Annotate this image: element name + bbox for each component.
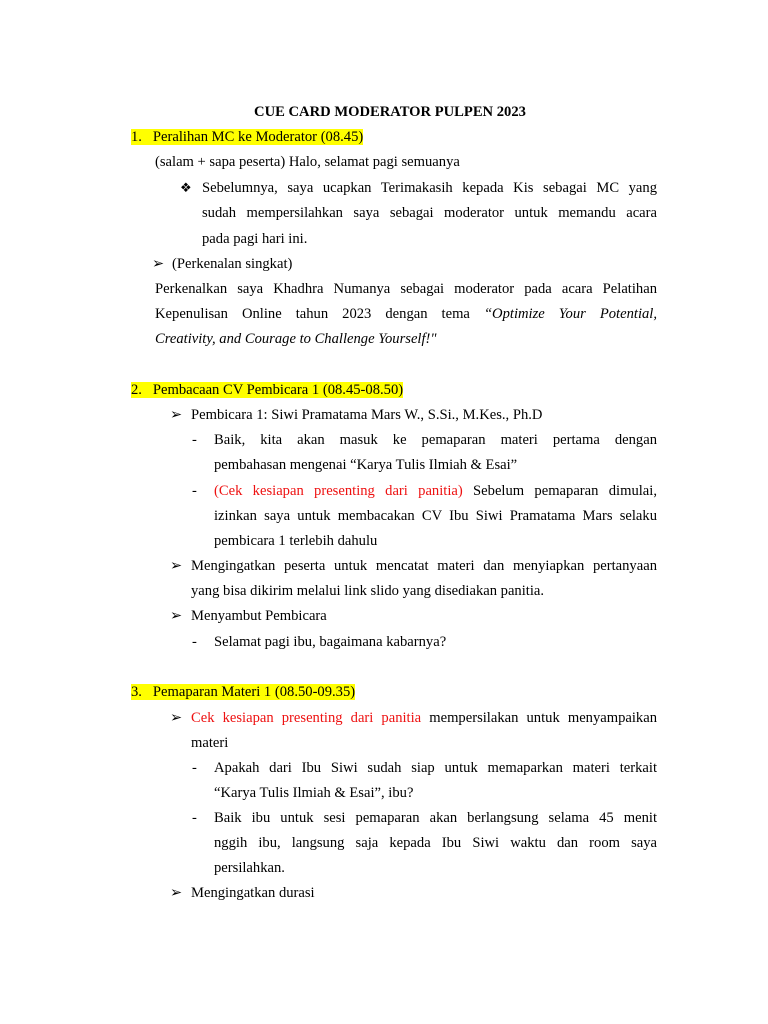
arrow-bullet-icon: ➢	[152, 256, 165, 272]
section-2-speaker: Pembicara 1: Siwi Pramatama Mars W., S.Si., M.Kes., Ph.D	[191, 407, 543, 423]
dash-marker: -	[192, 432, 197, 448]
section-3-number: 3.	[131, 684, 142, 700]
section-3-duration: Mengingatkan durasi	[191, 885, 315, 901]
section-3-check-note: Cek kesiapan presenting dari panitia	[191, 710, 422, 726]
section-3-arrow-line-1	[191, 709, 657, 727]
section-1-theme-end: Creativity, and Courage to Challenge Yourself!"	[155, 331, 437, 347]
section-2-dash-2-line-1	[214, 482, 657, 500]
section-2-dash-2-line-3: pembicara 1 terlebih dahulu	[214, 533, 378, 549]
section-1-theme-start: “Optimize Your Potential,	[483, 306, 657, 322]
arrow-bullet-icon: ➢	[170, 710, 183, 726]
section-1-intro-text: Kepenulisan Online tahun 2023 dengan tema	[155, 306, 484, 322]
page-title: CUE CARD MODERATOR PULPEN 2023	[254, 104, 526, 120]
section-2-dash-2-line-2: izinkan saya untuk membacakan CV Ibu Siwi Pramatama Mars selaku	[214, 508, 657, 524]
section-3-check-rest: mempersilakan untuk menyampaikan	[421, 710, 657, 726]
section-1-greeting: (salam + sapa peserta) Halo, selamat pagi semuanya	[155, 154, 460, 170]
section-3-dash-2-line-1: Baik ibu untuk sesi pemaparan akan berlangsung selama 45 menit	[214, 810, 657, 826]
section-3-title: Pemaparan Materi 1 (08.50-09.35)	[152, 684, 356, 700]
section-1-thanks-line-1: Sebelumnya, saya ucapkan Terimakasih kepada Kis sebagai MC yang	[202, 180, 657, 196]
arrow-bullet-icon: ➢	[170, 608, 183, 624]
section-2-welcome: Menyambut Pembicara	[191, 608, 327, 624]
section-1-intro-label: (Perkenalan singkat)	[172, 256, 293, 272]
dash-marker: -	[192, 760, 197, 776]
section-2-remind-line-2: yang bisa dikirim melalui link slido yang disediakan panitia.	[191, 583, 545, 599]
section-2-heading	[131, 381, 403, 399]
arrow-bullet-icon: ➢	[170, 407, 183, 423]
dash-marker: -	[192, 483, 197, 499]
section-2-number: 2.	[131, 382, 142, 398]
arrow-bullet-icon: ➢	[170, 885, 183, 901]
section-2-title: Pembacaan CV Pembicara 1 (08.45-08.50)	[152, 382, 404, 398]
section-2-remind-line-1: Mengingatkan peserta untuk mencatat materi dan menyiapkan pertanyaan	[191, 558, 657, 574]
section-2-welcome-detail: Selamat pagi ibu, bagaimana kabarnya?	[214, 634, 447, 650]
section-2-dash-1-line-1: Baik, kita akan masuk ke pemaparan materi pertama dengan	[214, 432, 657, 448]
dash-marker: -	[192, 810, 197, 826]
section-3-arrow-line-2: materi	[191, 735, 229, 751]
section-2-check-rest: Sebelum pemaparan dimulai,	[462, 483, 657, 499]
section-3-dash-2-line-2: nggih ibu, langsung saja kepada Ibu Siwi waktu dan room saya	[214, 835, 657, 851]
section-1-intro-line-1: Perkenalkan saya Khadhra Numanya sebagai moderator pada acara Pelatihan	[155, 281, 657, 297]
section-2-check-note: (Cek kesiapan presenting dari panitia)	[214, 483, 463, 499]
dash-marker: -	[192, 634, 197, 650]
section-1-number: 1.	[131, 129, 142, 145]
diamond-bullet-icon: ❖	[180, 180, 192, 195]
section-1-heading	[131, 128, 363, 146]
section-1-thanks-line-3: pada pagi hari ini.	[202, 231, 308, 247]
section-3-heading	[131, 683, 355, 701]
section-2-dash-1-line-2: pembahasan mengenai “Karya Tulis Ilmiah & Esai”	[214, 457, 518, 473]
section-3-dash-1-line-1: Apakah dari Ibu Siwi sudah siap untuk memaparkan materi terkait	[214, 760, 657, 776]
section-3-dash-2-line-3: persilahkan.	[214, 860, 285, 876]
arrow-bullet-icon: ➢	[170, 558, 183, 574]
section-1-intro-line-2	[155, 305, 657, 323]
section-1-title: Peralihan MC ke Moderator (08.45)	[152, 129, 364, 145]
section-3-dash-1-line-2: “Karya Tulis Ilmiah & Esai”, ibu?	[214, 785, 414, 801]
section-1-thanks-line-2: sudah mempersilahkan saya sebagai moderator untuk memandu acara	[202, 205, 657, 221]
